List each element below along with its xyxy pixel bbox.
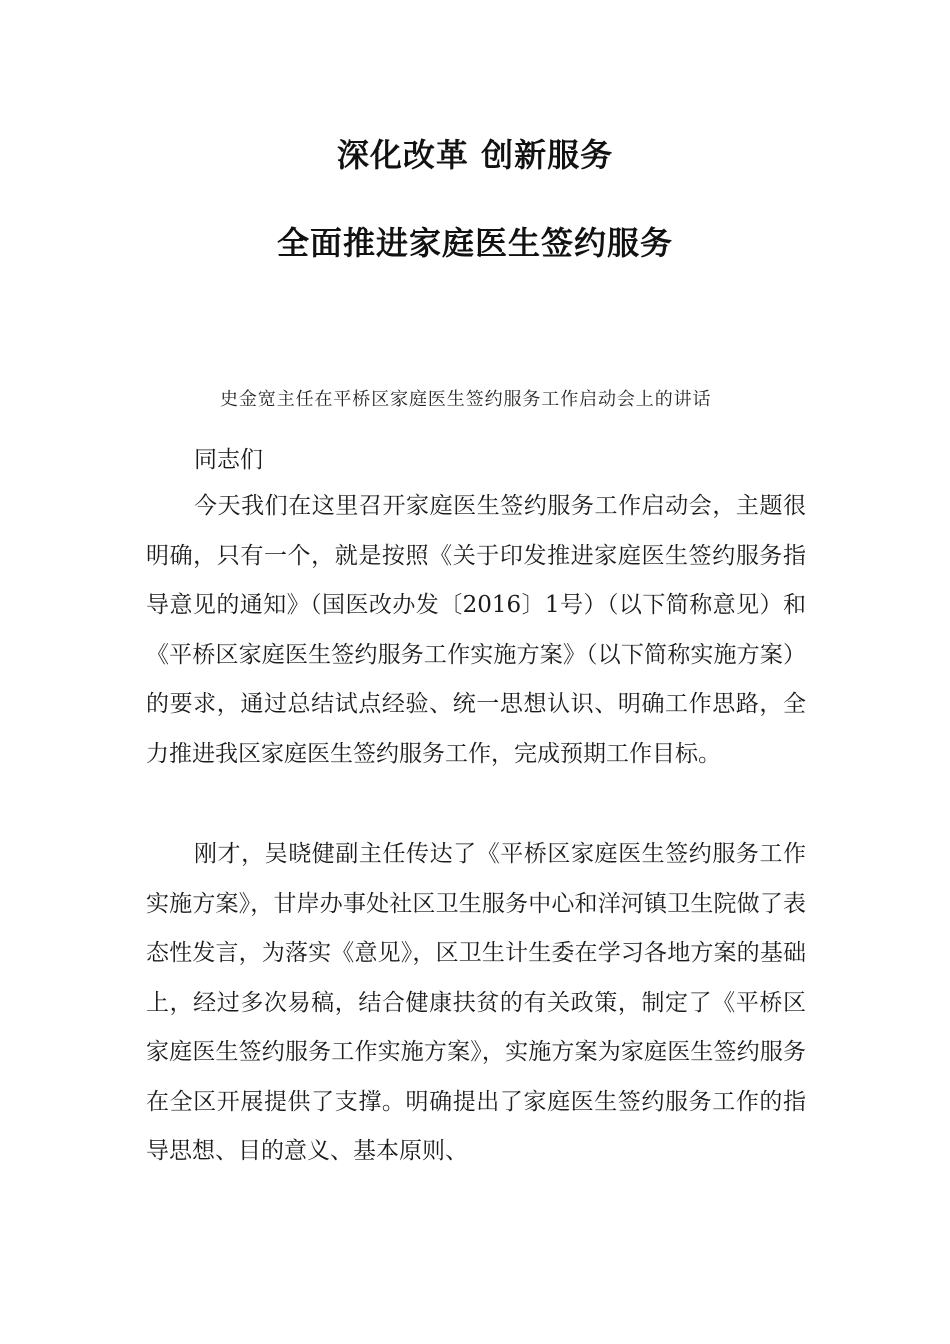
paragraph-text: 今天我们在这里召开家庭医生签约服务工作启动会，主题很明确，只有一个，就是按照《关于印发推进家庭医生签约服务指导意见的通知》（国医改办发〔2016〕1号）（以下简称意见）和《平桥区家庭医生签约服务工作实施方案》（以下简称实施方案）的要求，通过总结试点经验、统一思想认识、明确工作思路，全力推进我区家庭医生签约服务工作，完成预期工作目标。 (146, 493, 806, 767)
salutation: 同志们 (194, 447, 263, 473)
document-title-line-2: 全面推进家庭医生签约服务 (276, 224, 673, 262)
document-title-line-1: 深化改革 创新服务 (336, 136, 614, 174)
body-paragraph-1 (146, 482, 806, 779)
body-paragraph-2 (146, 830, 806, 1177)
speech-subtitle: 史金宽主任在平桥区家庭医生签约服务工作启动会上的讲话 (220, 389, 712, 410)
paragraph-text: 刚才，吴晓健副主任传达了《平桥区家庭医生签约服务工作实施方案》，甘岸办事处社区卫生服务中心和洋河镇卫生院做了表态性发言，为落实《意见》，区卫生计生委在学习各地方案的基础上，经过多次易稿，结合健康扶贫的有关政策，制定了《平桥区家庭医生签约服务工作实施方案》，实施方案为家庭医生签约服务在全区开展提供了支撑。明确提出了家庭医生签约服务工作的指导思想、目的意义、基本原则、 (146, 841, 806, 1164)
